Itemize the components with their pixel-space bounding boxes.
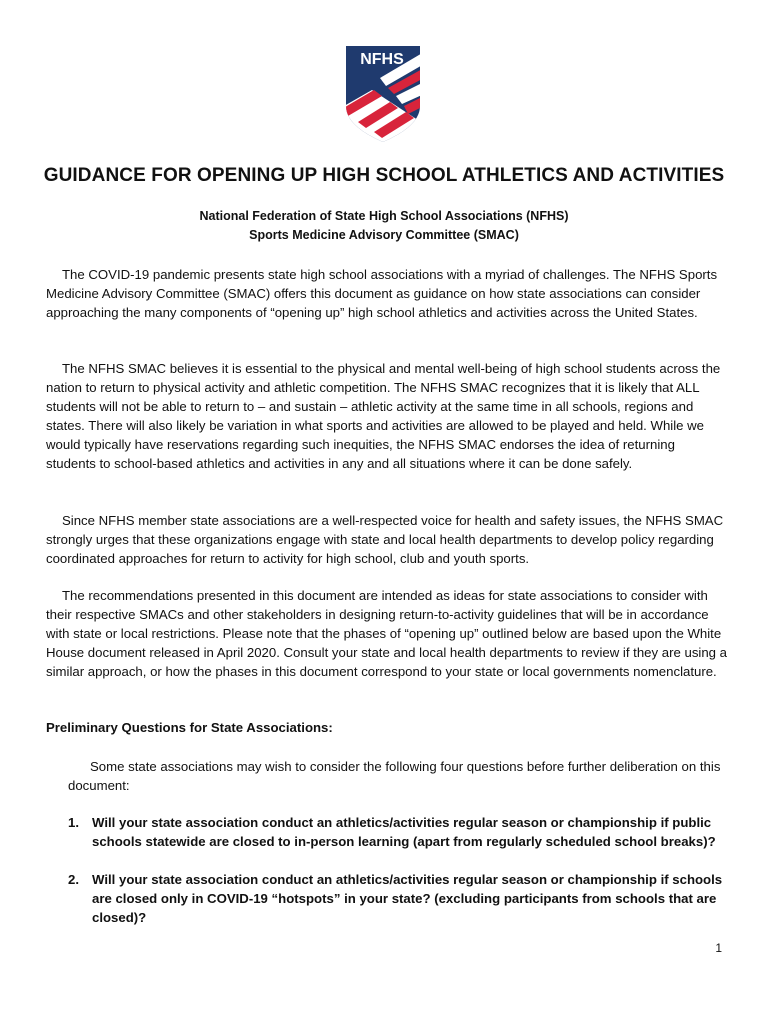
page-number: 1	[715, 941, 722, 955]
question-1	[68, 813, 728, 851]
question-number: 1.	[68, 815, 79, 830]
section-intro: Some state associations may wish to consider the following four questions before further deliberation on this document:	[68, 759, 721, 793]
logo-text: NFHS	[360, 51, 404, 68]
question-text: Will your state association conduct an athletics/activities regular season or championship if schools are closed only in COVID-19 “hotspots” in your state? (excluding participants from schools that are closed)?	[92, 872, 723, 925]
committee-name: Sports Medicine Advisory Committee (SMAC)	[249, 228, 519, 242]
question-text: Will your state association conduct an athletics/activities regular season or championship if public schools statewide are closed to in-person learning (apart from regularly scheduled school breaks)?	[92, 815, 716, 849]
nfhs-logo	[344, 44, 424, 144]
paragraph-3: Since NFHS member state associations are a well-respected voice for health and safety issues, the NFHS SMAC strongly urges that these organizations engage with state and local health departments to develop policy regarding coordinated approaches for return to activity for high school, club and youth sports.	[46, 513, 724, 566]
section-heading: Preliminary Questions for State Associations:	[46, 720, 333, 735]
nfhs-shield-icon	[344, 44, 424, 144]
question-2	[68, 870, 728, 927]
paragraph-1: The COVID-19 pandemic presents state high school associations with a myriad of challenges. The NFHS Sports Medicine Advisory Committee (SMAC) offers this document as guidance on how state associations can consider approaching the many components of “opening up” high school athletics and activities across the United States.	[46, 267, 718, 320]
paragraph-2: The NFHS SMAC believes it is essential to the physical and mental well-being of high school students across the nation to return to physical activity and athletic competition. The NFHS SMAC recognizes that it is likely that ALL students will not be able to return to – and sustain – athletic activity at the same time in all schools, regions and states. There will also likely be variation in what sports and activities are allowed to be played and held. While we would typically have reservations regarding such inequities, the NFHS SMAC endorses the idea of returning students to school-based athletics and activities in any and all situations where it can be done safely.	[46, 361, 721, 471]
organization-name: National Federation of State High School Associations (NFHS)	[199, 209, 569, 223]
paragraph-4: The recommendations presented in this document are intended as ideas for state associations to consider with their respective SMACs and other stakeholders in designing return-to-activity guidelines that will be in accordance with state or local restrictions. Please note that the phases of “opening up” outlined below are based upon the White House document released in April 2020. Consult your state and local health departments to review if they are using a similar approach, or how the phases in this document correspond to your state or local governments nomenclature.	[46, 588, 728, 679]
question-number: 2.	[68, 872, 79, 887]
page-title: GUIDANCE FOR OPENING UP HIGH SCHOOL ATHLETICS AND ACTIVITIES	[43, 165, 725, 186]
